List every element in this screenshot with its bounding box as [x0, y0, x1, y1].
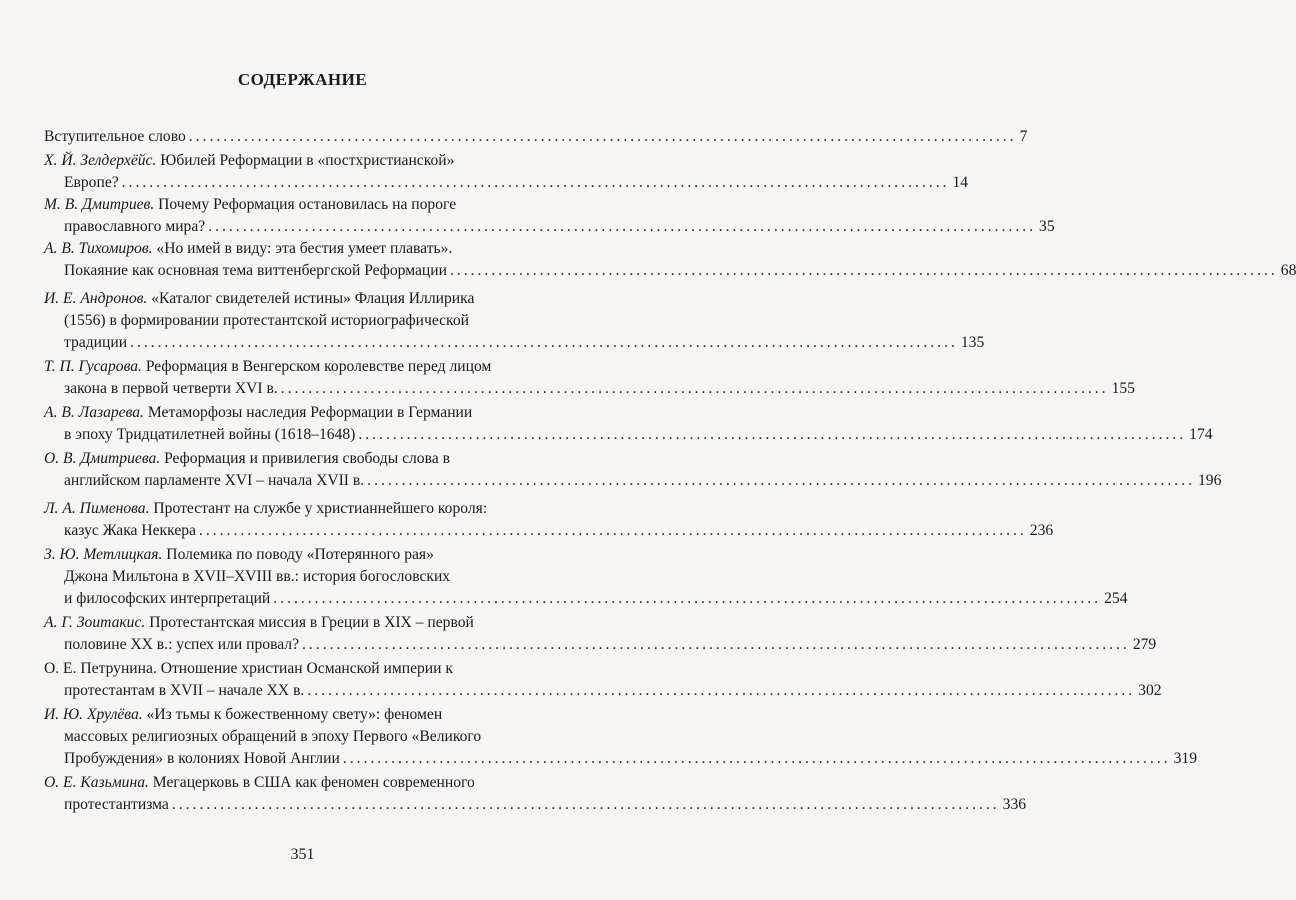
- toc-entry-title: Мегацерковь в США как феномен современного: [148, 774, 475, 791]
- dot-leader: ........................................................................................................................: [367, 472, 1195, 489]
- toc-entry-author: Т. П. Гусарова.: [44, 358, 142, 375]
- toc-entry-page: 155: [1111, 380, 1135, 397]
- toc-entry-title: «Каталог свидетелей истины» Флация Иллирика: [147, 290, 475, 307]
- toc-entry-title: Метаморфозы наследия Реформации в Германии: [143, 404, 473, 421]
- toc-entry-page: 236: [1029, 522, 1054, 539]
- toc-entry-title: О. Е. Петрунина. Отношение христиан Османской империи к: [44, 660, 453, 677]
- toc-entry-page: 279: [1132, 636, 1157, 653]
- toc-entry-page: 35: [1039, 218, 1055, 235]
- toc-entry-title: Почему Реформация остановилась на пороге: [154, 196, 457, 213]
- dot-leader: ........................................................................................................................: [208, 218, 1037, 235]
- dot-leader: ........................................................................................................................: [449, 262, 1278, 279]
- toc-entry-page: 254: [1104, 590, 1128, 607]
- toc-entry-title: и философских интерпретаций: [64, 590, 271, 607]
- dot-leader: ........................................................................................................................: [121, 174, 950, 191]
- toc-entry-author: М. В. Дмитриев.: [44, 196, 155, 213]
- toc-entry-title: Протестантская миссия в Греции в XIX – первой: [145, 614, 474, 631]
- toc-entry-page: 14: [952, 174, 969, 191]
- toc-entry-title: «Но имей в виду: эта бестия умеет плавать».: [152, 240, 453, 257]
- toc-entry-author: А. В. Тихомиров.: [44, 240, 153, 257]
- dot-leader: ........................................................................................................................: [307, 682, 1136, 699]
- page-title: СОДЕРЖАНИЕ: [237, 70, 368, 89]
- toc-entry-author: Х. Й. Зелдерхёйс.: [44, 152, 157, 169]
- toc-entry-title: в эпоху Тридцатилетней войны (1618–1648): [64, 426, 356, 443]
- toc-entry-title: массовых религиозных обращений в эпоху Первого «Великого: [64, 728, 482, 745]
- toc-entry[interactable]: [44, 356, 1135, 400]
- toc-entry-author: И. Е. Андронов.: [44, 290, 148, 307]
- toc-entry-page: 7: [1019, 128, 1028, 145]
- toc-entry-title: казус Жака Неккера: [64, 522, 196, 539]
- toc-entry[interactable]: [44, 194, 1055, 238]
- toc-entry[interactable]: [44, 704, 1197, 770]
- toc-entry[interactable]: [44, 288, 985, 354]
- toc-entry-title: Юбилей Реформации в «постхристианской»: [156, 152, 455, 169]
- toc-entry-page: 135: [960, 334, 985, 351]
- toc-entry-page: 319: [1173, 750, 1197, 767]
- toc-entry[interactable]: [44, 448, 1222, 492]
- toc-entry-author: З. Ю. Метлицкая.: [44, 546, 163, 563]
- page-number: 351: [290, 846, 315, 863]
- dot-leader: ........................................................................................................................: [342, 750, 1171, 767]
- toc-entry-author: А. В. Лазарева.: [44, 404, 144, 421]
- toc-entry-title: Полемика по поводу «Потерянного рая»: [162, 546, 434, 563]
- toc-entry-author: О. В. Дмитриева.: [44, 450, 161, 467]
- toc-entry-title: Джона Мильтона в XVII–XVIII вв.: история богословских: [64, 568, 451, 585]
- toc-entry-title: Протестант на службе у христианнейшего короля:: [149, 500, 488, 517]
- toc-entry-title: Покаяние как основная тема виттенбергской Реформации: [64, 262, 447, 279]
- toc-entry-title: традиции: [64, 334, 128, 351]
- toc-entry-page: 196: [1197, 472, 1222, 489]
- toc-entry-title: английском парламенте XVI – начала XVII в.: [64, 472, 365, 489]
- dot-leader: ........................................................................................................................: [273, 590, 1102, 607]
- toc-entry-title: половине XX в.: успех или провал?: [64, 636, 300, 653]
- toc-entry-title: Вступительное слово: [44, 128, 186, 145]
- toc-entry-title: закона в первой четверти XVI в.: [64, 380, 278, 397]
- dot-leader: ........................................................................................................................: [130, 334, 958, 351]
- toc-entry[interactable]: [44, 126, 1028, 148]
- toc-entry-title: Реформация и привилегия свободы слова в: [160, 450, 450, 467]
- toc-entry-author: И. Ю. Хрулёва.: [44, 706, 143, 723]
- dot-leader: ........................................................................................................................: [358, 426, 1187, 443]
- toc-entry[interactable]: [44, 544, 1128, 610]
- toc-entry-author: Л. А. Пименова.: [44, 500, 150, 517]
- dot-leader: ........................................................................................................................: [280, 380, 1109, 397]
- toc-entry[interactable]: [44, 402, 1213, 446]
- toc-entry-title: Реформация в Венгерском королевстве перед лицом: [141, 358, 492, 375]
- toc-entry-title: «Из тьмы к божественному свету»: феномен: [142, 706, 443, 723]
- toc-entry-page: 68: [1280, 262, 1296, 279]
- toc-entry[interactable]: [44, 498, 1054, 542]
- toc-entry-title: Пробуждения» в колониях Новой Англии: [64, 750, 340, 767]
- toc-entry-page: 174: [1189, 426, 1213, 443]
- dot-leader: ........................................................................................................................: [302, 636, 1130, 653]
- toc-entry-page: 336: [1002, 796, 1027, 813]
- toc-entry[interactable]: [44, 150, 969, 194]
- toc-entry[interactable]: [44, 772, 1027, 816]
- toc-entry-title: Европе?: [64, 174, 119, 191]
- toc-entry[interactable]: [44, 238, 1296, 282]
- toc-entry-author: А. Г. Зоитакис.: [44, 614, 146, 631]
- dot-leader: ........................................................................................................................: [198, 522, 1027, 539]
- toc-entry[interactable]: [44, 612, 1157, 656]
- toc-entry-title: протестантам в XVII – начале XX в.: [64, 682, 305, 699]
- toc-entry-title: православного мира?: [64, 218, 206, 235]
- toc-entry-title: (1556) в формировании протестантской историографической: [64, 312, 469, 329]
- toc-entry-title: протестантизма: [64, 796, 169, 813]
- toc-entry-page: 302: [1138, 682, 1162, 699]
- dot-leader: ........................................................................................................................: [188, 128, 1017, 145]
- toc-entry-author: О. Е. Казьмина.: [44, 774, 149, 791]
- dot-leader: ........................................................................................................................: [171, 796, 1000, 813]
- toc-entry[interactable]: [44, 658, 1162, 702]
